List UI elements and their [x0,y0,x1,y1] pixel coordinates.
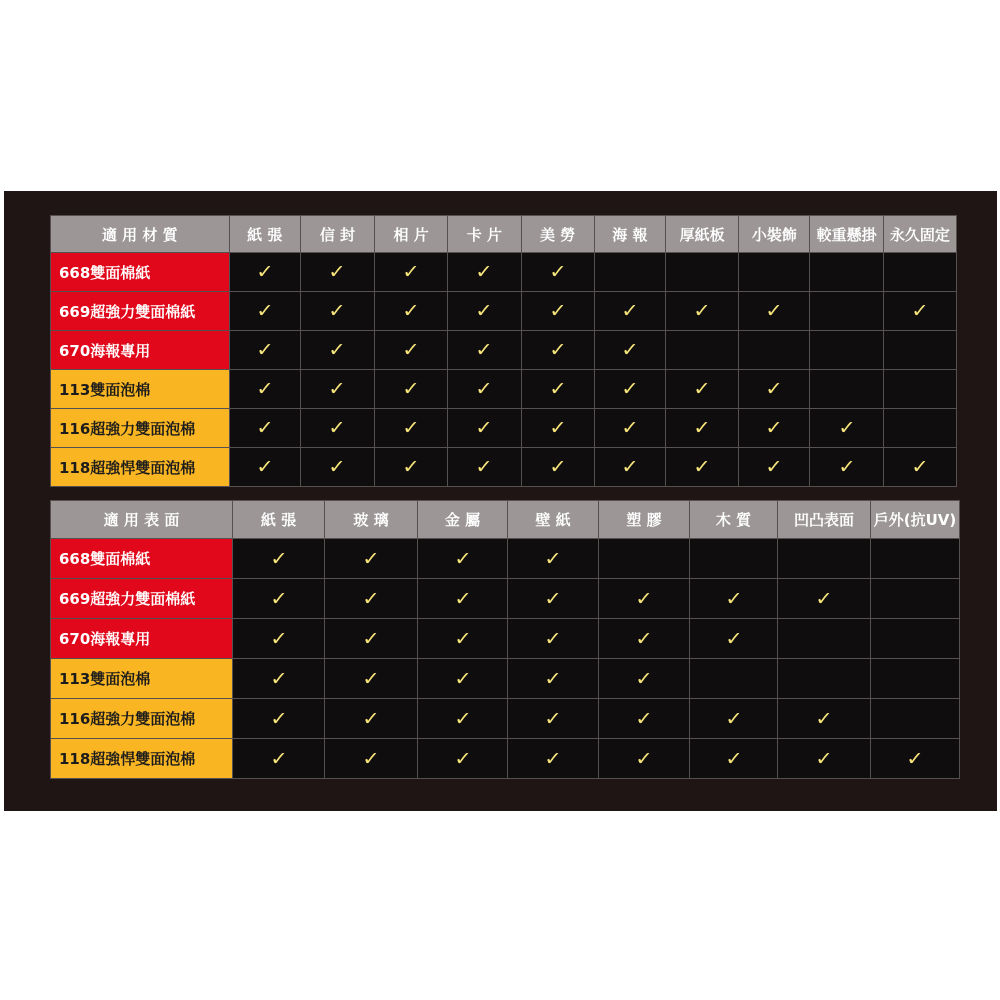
check-icon: ✓ [475,261,494,283]
table-cell [594,253,665,292]
table-cell [325,579,418,619]
table-row [51,370,957,409]
table-cell [508,659,599,699]
table-cell [300,370,374,409]
check-icon: ✓ [362,587,380,610]
check-icon: ✓ [544,627,562,650]
check-icon: ✓ [402,378,420,400]
check-icon: ✓ [453,747,472,770]
table-cell [448,370,521,409]
table-cell [690,739,778,779]
table-row [51,448,957,487]
table-cell [418,539,508,579]
table-cell [448,253,521,292]
table-cell [810,448,883,487]
table-cell [594,448,665,487]
table-row [51,292,957,331]
column-header: 玻 璃 [325,501,418,539]
table-cell [810,331,883,370]
product-label: 669超強力雙面棉紙 [51,579,233,619]
table-cell [690,579,778,619]
check-icon: ✓ [724,747,743,770]
check-icon: ✓ [911,456,929,478]
column-header: 紙 張 [229,216,300,253]
table-cell [778,539,871,579]
check-icon: ✓ [269,747,288,770]
table-cell [810,370,883,409]
table-cell [871,659,960,699]
table-cell [325,659,418,699]
column-header: 美 勞 [521,216,594,253]
check-icon: ✓ [544,667,562,690]
check-icon: ✓ [255,339,274,361]
table-cell [300,253,374,292]
table-row [51,253,957,292]
check-icon: ✓ [621,456,639,478]
column-header: 紙 張 [233,501,325,539]
check-icon: ✓ [724,627,743,650]
product-label: 670海報專用 [51,331,230,370]
corner-header: 適 用 表 面 [51,501,233,539]
table-cell [665,253,738,292]
table-cell [665,448,738,487]
table-row [51,409,957,448]
product-label: 113雙面泡棉 [51,659,233,699]
table-cell [690,619,778,659]
table-cell [690,539,778,579]
table-cell [665,331,738,370]
table-cell [229,409,300,448]
check-icon: ✓ [635,667,653,690]
check-icon: ✓ [765,300,784,322]
check-icon: ✓ [544,547,562,570]
check-icon: ✓ [693,456,711,478]
check-icon: ✓ [765,378,784,400]
table-cell [778,579,871,619]
table-cell [521,409,594,448]
check-icon: ✓ [328,261,347,283]
table-cell [521,448,594,487]
check-icon: ✓ [815,707,833,730]
check-icon: ✓ [255,456,274,478]
check-icon: ✓ [453,587,472,610]
check-icon: ✓ [402,300,420,322]
table-cell [883,370,956,409]
table-cell [418,579,508,619]
column-header: 凹凸表面 [778,501,871,539]
table-row [51,331,957,370]
table-cell [594,331,665,370]
check-icon: ✓ [453,707,472,730]
table-cell [778,619,871,659]
table-cell [739,253,810,292]
check-icon: ✓ [635,747,653,770]
check-icon: ✓ [475,339,494,361]
table-cell [810,292,883,331]
check-icon: ✓ [269,627,288,650]
check-icon: ✓ [635,587,653,610]
table-cell [233,739,325,779]
check-icon: ✓ [693,378,711,400]
check-icon: ✓ [328,300,347,322]
check-icon: ✓ [693,300,711,322]
table-cell [599,619,690,659]
table-cell [871,539,960,579]
check-icon: ✓ [269,707,288,730]
check-icon: ✓ [544,587,562,610]
check-icon: ✓ [544,747,562,770]
materials-table [50,215,957,487]
check-icon: ✓ [362,747,380,770]
table-cell [690,699,778,739]
check-icon: ✓ [255,378,274,400]
column-header: 木 質 [690,501,778,539]
table-cell [810,253,883,292]
check-icon: ✓ [724,707,743,730]
check-icon: ✓ [693,417,711,439]
column-header: 信 封 [300,216,374,253]
table-cell [508,619,599,659]
check-icon: ✓ [635,627,653,650]
column-header: 較重懸掛 [810,216,883,253]
check-icon: ✓ [548,261,567,283]
table-cell [375,292,448,331]
table-cell [448,331,521,370]
header-row [51,501,960,539]
table-cell [233,539,325,579]
table-cell [599,579,690,619]
check-icon: ✓ [328,378,347,400]
check-icon: ✓ [362,547,380,570]
table-cell [665,292,738,331]
table-cell [665,409,738,448]
check-icon: ✓ [362,667,380,690]
check-icon: ✓ [635,707,653,730]
check-icon: ✓ [837,417,856,439]
check-icon: ✓ [402,456,420,478]
check-icon: ✓ [255,300,274,322]
table-cell [375,409,448,448]
table-cell [233,619,325,659]
check-icon: ✓ [453,627,472,650]
corner-header: 適 用 材 質 [51,216,230,253]
table-cell [739,409,810,448]
table-cell [233,699,325,739]
check-icon: ✓ [269,587,288,610]
table-row [51,619,960,659]
table-cell [871,739,960,779]
table-cell [521,292,594,331]
product-label: 116超強力雙面泡棉 [51,409,230,448]
table-cell [883,448,956,487]
table-cell [418,619,508,659]
table-cell [418,739,508,779]
table-row [51,659,960,699]
check-icon: ✓ [269,547,288,570]
table-cell [594,409,665,448]
column-header: 壁 紙 [508,501,599,539]
check-icon: ✓ [328,339,347,361]
table-cell [508,579,599,619]
column-header: 海 報 [594,216,665,253]
table-cell [739,370,810,409]
check-icon: ✓ [548,339,567,361]
table-cell [883,331,956,370]
column-header: 塑 膠 [599,501,690,539]
table-cell [810,409,883,448]
check-icon: ✓ [453,667,472,690]
table-cell [508,539,599,579]
check-icon: ✓ [621,339,639,361]
table-cell [883,253,956,292]
check-icon: ✓ [402,339,420,361]
check-icon: ✓ [548,300,567,322]
table-cell [883,409,956,448]
check-icon: ✓ [475,417,494,439]
table-cell [448,448,521,487]
table-cell [375,331,448,370]
table-cell [883,292,956,331]
check-icon: ✓ [815,747,833,770]
check-icon: ✓ [453,547,472,570]
table-cell [599,659,690,699]
table-row [51,699,960,739]
table-cell [418,699,508,739]
table-cell [300,448,374,487]
check-icon: ✓ [362,627,380,650]
check-icon: ✓ [724,587,743,610]
check-icon: ✓ [548,417,567,439]
header-row [51,216,957,253]
table-cell [325,699,418,739]
column-header: 相 片 [375,216,448,253]
check-icon: ✓ [402,261,420,283]
table-cell [229,292,300,331]
column-header: 厚紙板 [665,216,738,253]
check-icon: ✓ [621,300,639,322]
table-cell [325,539,418,579]
table-cell [300,331,374,370]
table-cell [521,331,594,370]
check-icon: ✓ [548,378,567,400]
table-cell [594,292,665,331]
table-cell [871,699,960,739]
table-cell [599,739,690,779]
check-icon: ✓ [621,378,639,400]
check-icon: ✓ [269,667,288,690]
check-icon: ✓ [328,456,347,478]
table-cell [739,331,810,370]
check-icon: ✓ [402,417,420,439]
table-cell [599,539,690,579]
table-cell [778,739,871,779]
table-cell [375,253,448,292]
table-cell [229,331,300,370]
check-icon: ✓ [475,300,494,322]
table-row [51,539,960,579]
column-header: 金 屬 [418,501,508,539]
table-cell [229,370,300,409]
product-label: 668雙面棉紙 [51,253,230,292]
table-cell [508,699,599,739]
product-label: 669超強力雙面棉紙 [51,292,230,331]
table-cell [778,699,871,739]
check-icon: ✓ [815,587,833,610]
check-icon: ✓ [362,707,380,730]
check-icon: ✓ [621,417,639,439]
table-cell [599,699,690,739]
table-cell [594,370,665,409]
check-icon: ✓ [544,707,562,730]
table-cell [871,619,960,659]
surfaces-table [50,500,960,779]
table-cell [375,370,448,409]
table-cell [375,448,448,487]
check-icon: ✓ [837,456,856,478]
table-row [51,739,960,779]
table-row [51,579,960,619]
check-icon: ✓ [765,417,784,439]
table-cell [665,370,738,409]
table-cell [300,292,374,331]
product-label: 116超強力雙面泡棉 [51,699,233,739]
product-label: 113雙面泡棉 [51,370,230,409]
check-icon: ✓ [255,417,274,439]
check-icon: ✓ [475,378,494,400]
check-icon: ✓ [911,300,929,322]
table-cell [508,739,599,779]
table-cell [233,579,325,619]
column-header: 戶外(抗UV) [871,501,960,539]
table-cell [325,739,418,779]
table-cell [229,448,300,487]
product-label: 670海報專用 [51,619,233,659]
check-icon: ✓ [548,456,567,478]
table-cell [448,292,521,331]
table-cell [778,659,871,699]
column-header: 卡 片 [448,216,521,253]
check-icon: ✓ [765,456,784,478]
table-cell [521,253,594,292]
check-icon: ✓ [328,417,347,439]
table-cell [690,659,778,699]
table-cell [448,409,521,448]
table-cell [300,409,374,448]
check-icon: ✓ [255,261,274,283]
table-cell [739,292,810,331]
table-cell [233,659,325,699]
product-label: 668雙面棉紙 [51,539,233,579]
check-icon: ✓ [475,456,494,478]
column-header: 永久固定 [883,216,956,253]
product-label: 118超強悍雙面泡棉 [51,739,233,779]
table-cell [418,659,508,699]
table-cell [325,619,418,659]
column-header: 小裝飾 [739,216,810,253]
table-cell [871,579,960,619]
table-cell [739,448,810,487]
table-cell [229,253,300,292]
check-icon: ✓ [906,747,924,770]
table-cell [521,370,594,409]
product-label: 118超強悍雙面泡棉 [51,448,230,487]
